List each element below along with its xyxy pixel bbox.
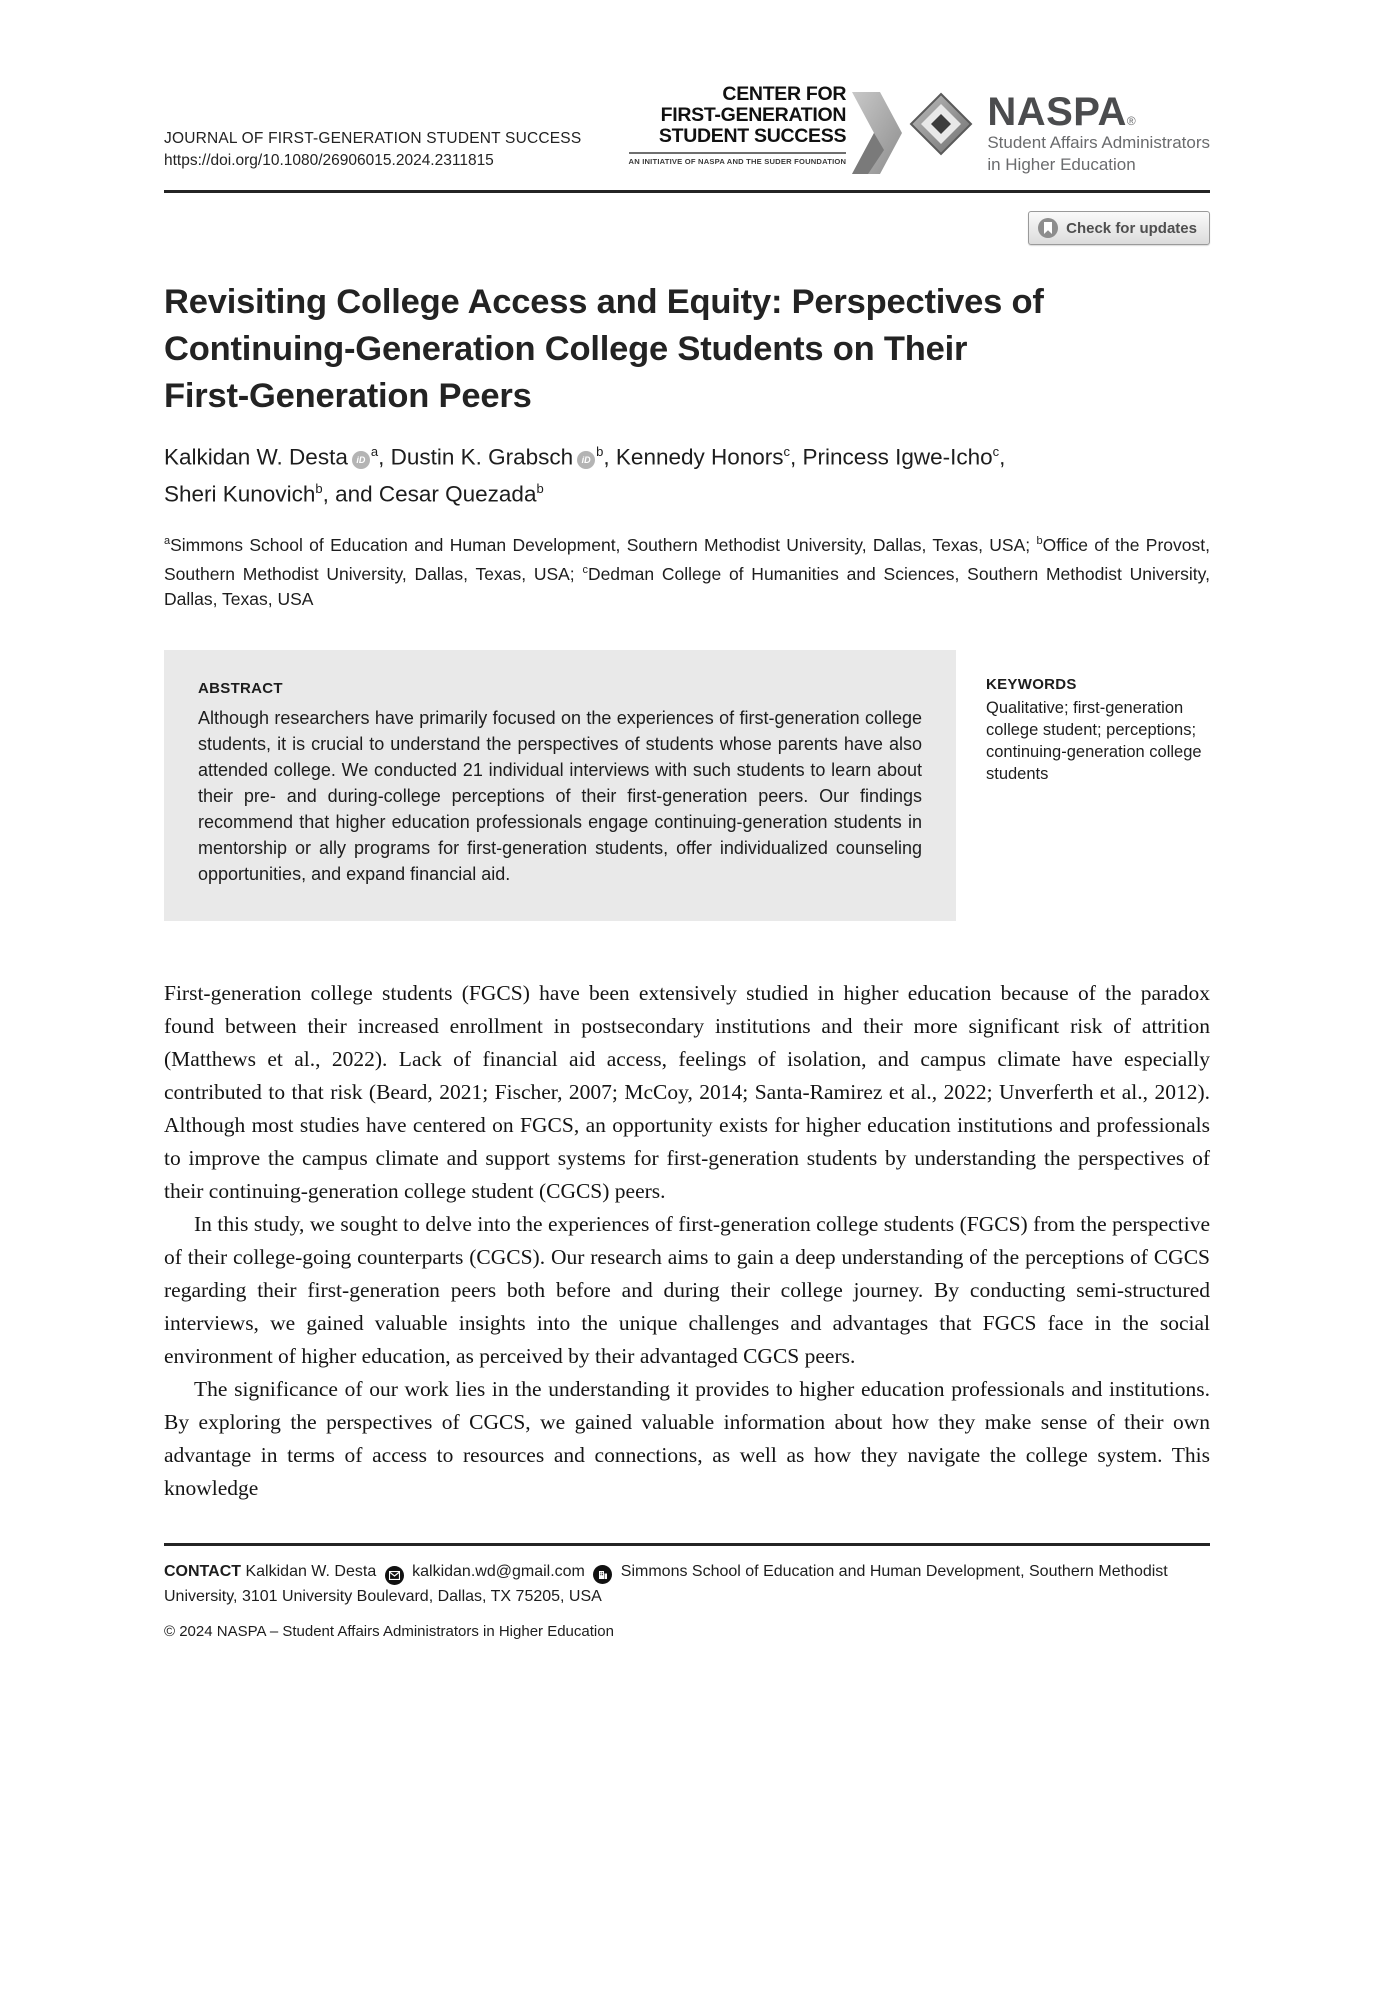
body-paragraph-3: The significance of our work lies in the understanding it provides to higher education professionals and institutions. By exploring the perspectives of CGCS, we gained valuable information about how they make sense of their own advantage in terms of access to resources and connections, as well as how they navigate the college system. This knowledge [164,1376,1210,1500]
author-name: Cesar Quezada [378,481,537,506]
update-badge-row [164,211,1210,245]
author-sup: b [536,480,544,496]
contact-email-link[interactable]: kalkidan.wd@gmail.com [412,1562,585,1580]
copyright-line: © 2024 NASPA – Student Affairs Administrators in Higher Education [164,1622,614,1640]
affiliation-text: Simmons School of Education and Human Development, Southern Methodist University, Dallas, Texas, USA; [170,534,1037,555]
email-icon [385,1566,404,1585]
center-logo-line2: FIRST-GENERATION [660,104,847,126]
registered-mark: ® [1126,114,1136,128]
body-paragraph-2: In this study, we sought to delve into the experiences of first-generation college students (FGCS) from the perspective of their college-going counterparts (CGCS). Our research aims to gain a deep understanding of the perceptions of CGCS regarding their first-generation peers both before and during their college journey. By conducting semi-structured interviews, we gained valuable insights into the unique challenges and advantages that FGCS face in the social environment of higher education, as perceived by their advantaged CGCS peers. [164,1211,1210,1368]
affiliation-building-icon [593,1565,612,1584]
author-name: Kennedy Honors [615,444,784,470]
author-separator: , and [322,481,379,506]
abstract-keywords-row [164,650,1210,921]
affiliation-text: Dedman College of Humanities and Sciences, Southern Methodist University, Dallas, Texas, USA [164,563,1210,609]
abstract-box [164,650,956,921]
page-header [164,0,1210,193]
affiliation-sup: b [1036,535,1043,547]
center-logo-tagline: AN INITIATIVE OF NASPA AND THE SUDER FOUNDATION [628,157,847,166]
orcid-icon[interactable]: iD [352,451,370,469]
chevron-arrow-icon [850,90,902,176]
author-sup: c [992,444,1000,459]
author-sup: a [370,444,379,459]
body-paragraph-1: First-generation college students (FGCS) have been extensively studied in higher education because of the paradox found between their increased enrollment in postsecondary institutions and their more significant risk of attrition (Matthews et al., 2022). Lack of financial aid access, feelings of isolation, and campus climate have especially contributed to that risk (Beard, 2021; Fischer, 2007; McCoy, 2014; Santa-Ramirez et al., 2022; Unverferth et al., 2012). Although most studies have centered on FGCS, an opportunity exists for higher education institutions and professionals to improve the campus climate and support systems for first-generation students by understanding the perspectives of their continuing-generation college student (CGCS) peers. [164,980,1210,1203]
contact-label: CONTACT [164,1562,242,1580]
contact-name: Kalkidan W. Desta [245,1562,377,1580]
bookmark-icon [1037,217,1059,239]
keywords-heading: KEYWORDS [986,675,1077,693]
article-title [164,279,1210,420]
author-separator: , [378,444,391,470]
abstract-heading: ABSTRACT [198,679,283,697]
update-badge-label: Check for updates [1066,219,1197,237]
author-separator: , [603,444,616,470]
title-line-3: First-Generation Peers [164,377,532,415]
center-for-first-gen-logo [629,84,903,176]
abstract-text: Although researchers have primarily focused on the experiences of first-generation college students, it is crucial to understand the perspectives of students whose parents have also attended college. We conducted 21 individual interviews with such students to learn about their pre- and during-college perceptions of their first-generation peers. Our findings recommend that higher education professionals engage continuing-generation students in mentorship or ally programs for first-generation students, offer individualized counseling opportunities, and expand financial aid. [198,707,922,884]
article-body [164,977,1210,1505]
center-logo-line3: STUDENT SUCCESS [658,125,847,147]
author-name: Dustin K. Grabsch [390,444,574,470]
center-logo-text [629,84,847,147]
affiliation-sup: c [582,563,588,576]
footnote-section [164,1543,1210,1640]
orcid-icon[interactable]: iD [577,451,595,469]
naspa-name: NASPA [987,90,1127,134]
naspa-diamond-icon [909,92,973,156]
title-line-2: Continuing-Generation College Students on Their [164,330,968,368]
author-name: Sheri Kunovich [164,481,316,506]
check-for-updates-button[interactable] [1028,211,1210,245]
contact-affiliation: Simmons School of Education and Human Development, Southern Methodist University, 3101 University Boulevard, Dallas, TX 75205, USA [164,1562,1168,1605]
author-name: Princess Igwe-Icho [802,444,993,470]
contact-line [164,1560,1210,1609]
author-separator: , [999,444,1006,470]
author-sup: b [596,444,604,459]
affiliation-text: Office of the Provost, Southern Methodist University, Dallas, Texas, USA; [164,534,1210,584]
center-logo-line1: CENTER FOR [722,83,847,105]
author-name: Kalkidan W. Desta [164,444,348,470]
affiliations [164,529,1210,612]
author-list [164,436,1210,509]
doi-link[interactable]: https://doi.org/10.1080/26906015.2024.2311815 [164,152,494,169]
author-sup: b [315,480,323,496]
affiliation-sup: a [164,535,171,547]
author-separator: , [790,444,803,470]
keywords-box [986,650,1210,921]
naspa-wordmark [987,92,1210,176]
naspa-subtitle-2: in Higher Education [987,155,1136,174]
keywords-text: Qualitative; first-generation college student; perceptions; continuing-generation college students [986,698,1202,783]
center-logo-divider [629,152,847,166]
author-sup: c [783,444,791,459]
title-line-1: Revisiting College Access and Equity: Perspectives of [164,283,1044,321]
author-line-1 [164,436,1210,473]
author-line-2 [164,473,1210,510]
journal-name: JOURNAL OF FIRST-GENERATION STUDENT SUCCESS [164,130,582,147]
naspa-subtitle-1: Student Affairs Administrators [987,133,1210,152]
journal-info [164,84,581,172]
naspa-logo [909,84,1210,176]
